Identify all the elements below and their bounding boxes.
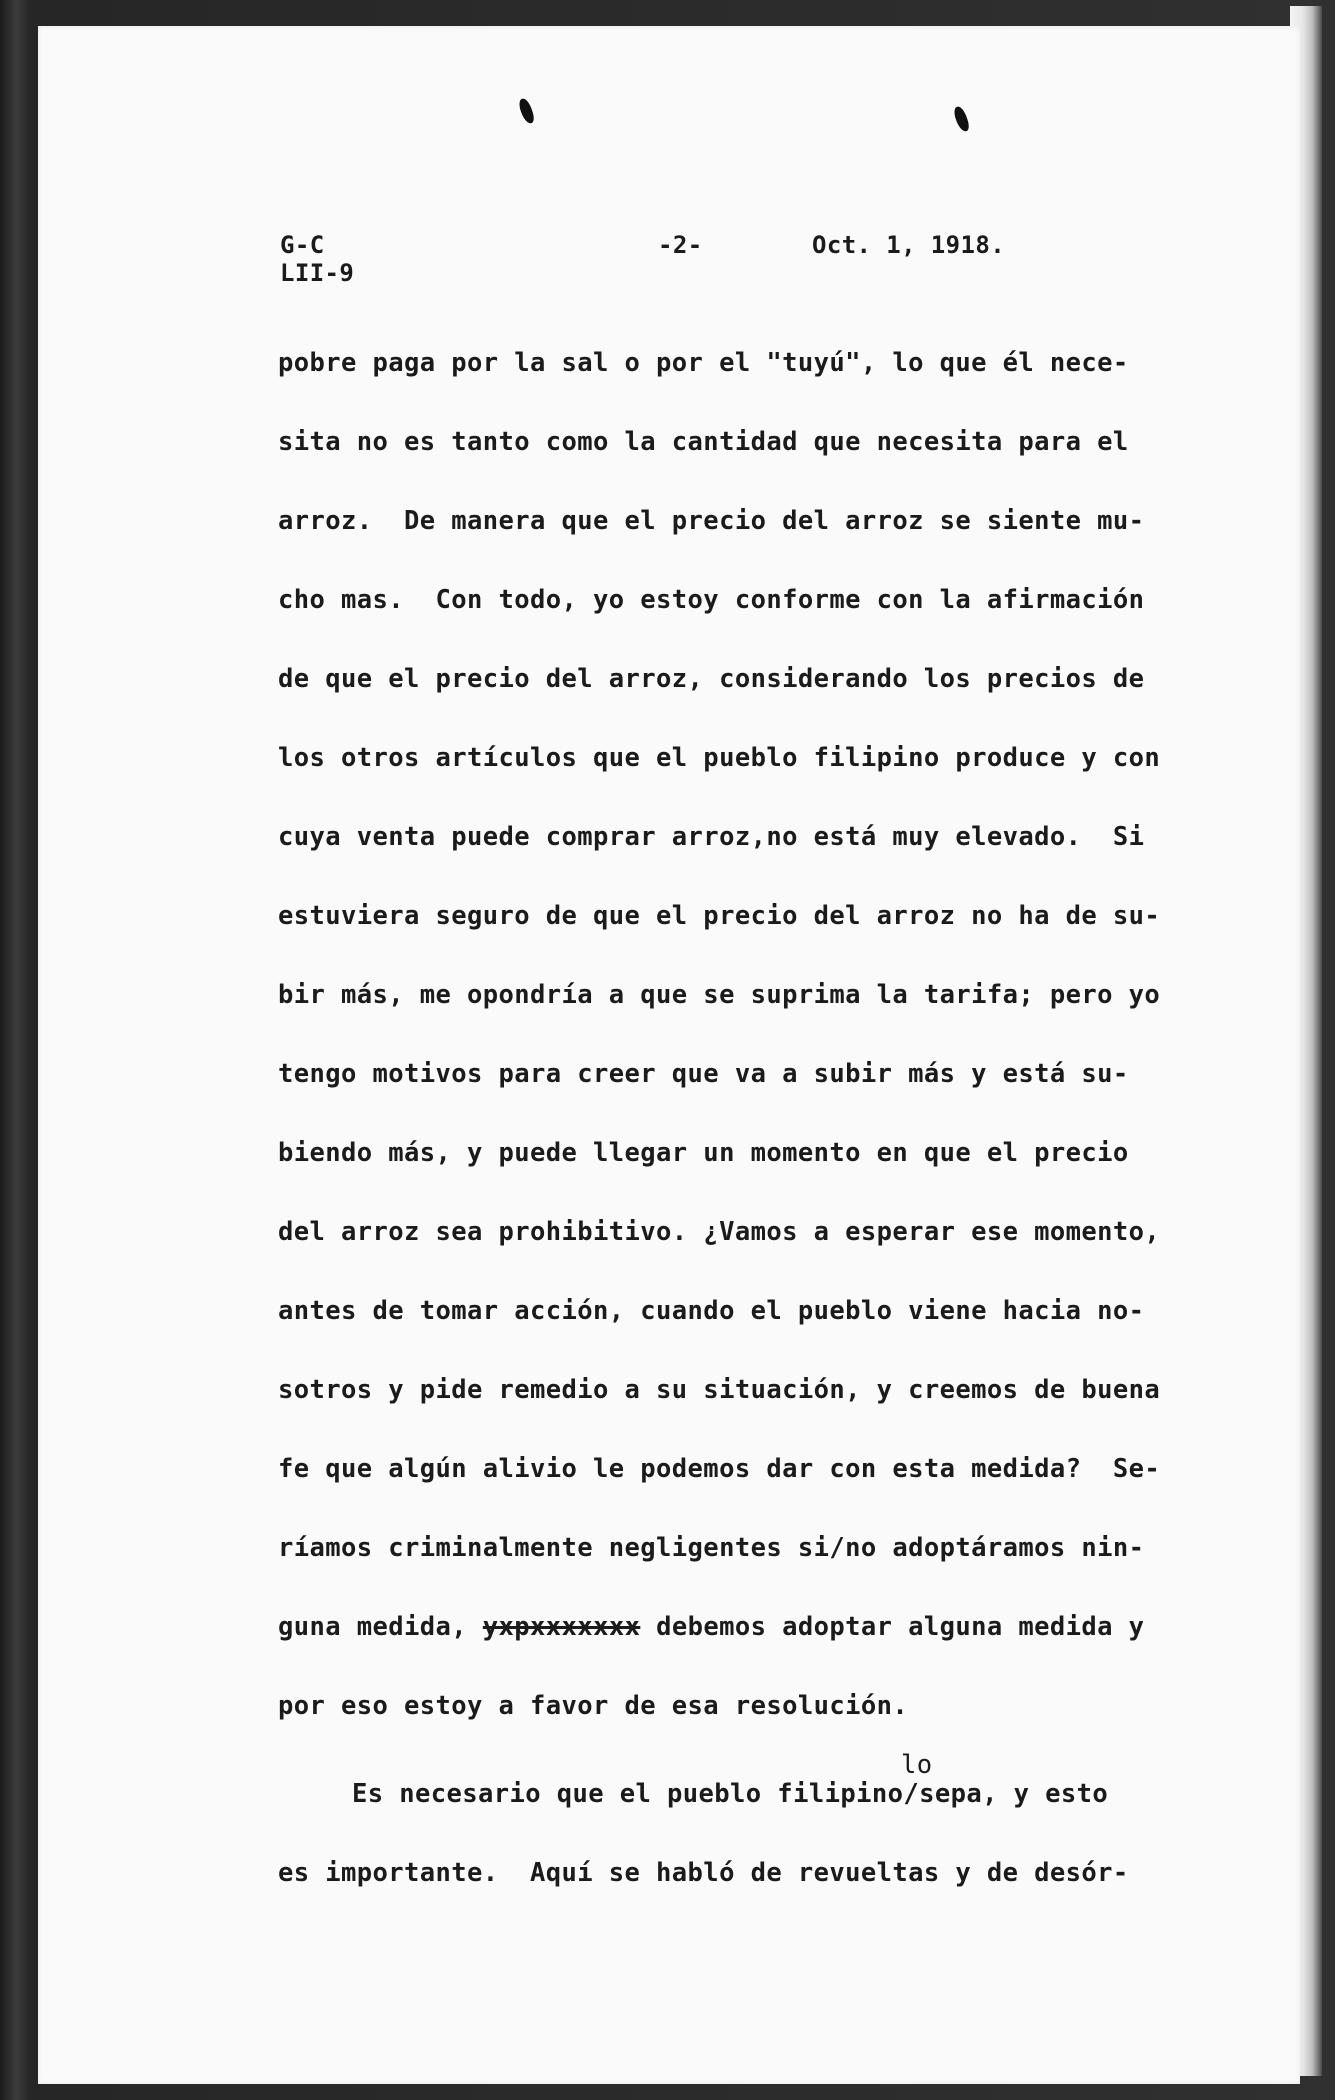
text-line: cuya venta puede comprar arroz,no está muy elevado. Si	[278, 822, 1145, 852]
text-line: por eso estoy a favor de esa resolución.	[278, 1691, 909, 1721]
text-line	[278, 1612, 1144, 1642]
document-date: Oct. 1, 1918.	[812, 231, 1006, 259]
text-line: de que el precio del arroz, considerando los precios de	[278, 664, 1145, 694]
text-line: bir más, me opondría a que se suprima la tarifa; pero yo	[278, 980, 1161, 1010]
text-line: pobre paga por la sal o por el "tuyú", lo que él nece-	[278, 348, 1129, 378]
text-segment: debemos adoptar alguna medida y	[656, 1612, 1145, 1642]
interlinear-insertion: lo	[901, 1750, 933, 1780]
text-line: arroz. De manera que el precio del arroz se siente mu-	[278, 506, 1145, 536]
text-segment: guna medida,	[278, 1612, 468, 1642]
reference-code: G-C	[280, 231, 325, 259]
text-line: es importante. Aquí se habló de revueltas y de desór-	[278, 1858, 1129, 1888]
text-line: sotros y pide remedio a su situación, y creemos de buena	[278, 1375, 1161, 1405]
punch-hole-mark	[517, 97, 535, 125]
text-line: tengo motivos para creer que va a subir más y está su-	[278, 1059, 1129, 1089]
text-line: los otros artículos que el pueblo filipino produce y con	[278, 743, 1161, 773]
struck-out-text: yxpxxxxxxx	[482, 1612, 641, 1642]
reference-code: LII-9	[280, 259, 355, 287]
text-line: del arroz sea prohibitivo. ¿Vamos a esperar ese momento,	[278, 1217, 1161, 1247]
punch-hole-mark	[952, 105, 970, 133]
text-line: fe que algún alivio le podemos dar con esta medida? Se-	[278, 1454, 1161, 1484]
text-line: cho mas. Con todo, yo estoy conforme con la afirmación	[278, 585, 1145, 615]
document-page	[38, 26, 1300, 2084]
text-line: estuviera seguro de que el precio del arroz no ha de su-	[278, 901, 1161, 931]
text-line: sita no es tanto como la cantidad que necesita para el	[278, 427, 1129, 457]
text-line: Es necesario que el pueblo filipino/sepa, y esto	[352, 1779, 1109, 1809]
page-number: -2-	[658, 231, 703, 259]
text-line: ríamos criminalmente negligentes si/no adoptáramos nin-	[278, 1533, 1145, 1563]
text-line: antes de tomar acción, cuando el pueblo viene hacia no-	[278, 1296, 1145, 1326]
text-line: biendo más, y puede llegar un momento en que el precio	[278, 1138, 1129, 1168]
